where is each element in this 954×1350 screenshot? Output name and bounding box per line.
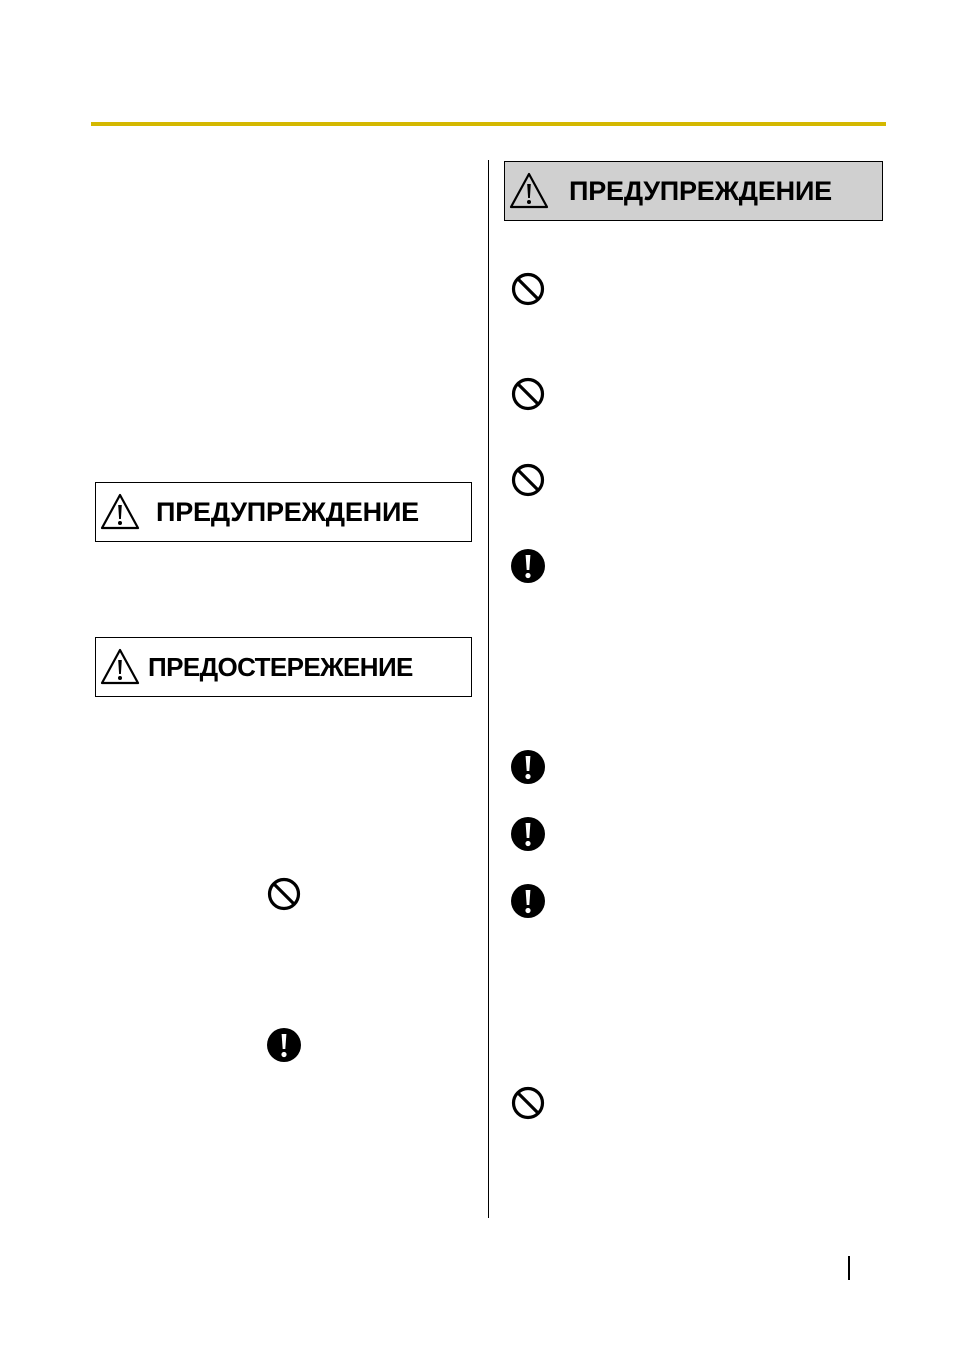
caution-label: ПРЕДОСТЕРЕЖЕНИЕ [148, 651, 413, 682]
warning-label-box-highlighted [504, 161, 883, 221]
prohibition-icon [510, 376, 546, 412]
prohibition-icon [510, 271, 546, 307]
warning-triangle-icon [509, 171, 549, 211]
warning-triangle-icon [100, 492, 140, 532]
mandatory-action-icon [510, 548, 546, 584]
column-divider [488, 160, 489, 1218]
prohibition-icon [266, 876, 302, 912]
warning-label: ПРЕДУПРЕЖДЕНИЕ [569, 175, 832, 206]
page-number-marker [848, 1256, 850, 1280]
mandatory-action-icon [510, 749, 546, 785]
prohibition-icon [510, 1085, 546, 1121]
warning-triangle-icon [100, 647, 140, 687]
prohibition-icon [510, 462, 546, 498]
mandatory-action-icon [266, 1027, 302, 1063]
warning-label-box [95, 482, 472, 542]
mandatory-action-icon [510, 816, 546, 852]
caution-label-box [95, 637, 472, 697]
header-rule [91, 122, 886, 126]
warning-label: ПРЕДУПРЕЖДЕНИЕ [156, 496, 419, 527]
mandatory-action-icon [510, 883, 546, 919]
